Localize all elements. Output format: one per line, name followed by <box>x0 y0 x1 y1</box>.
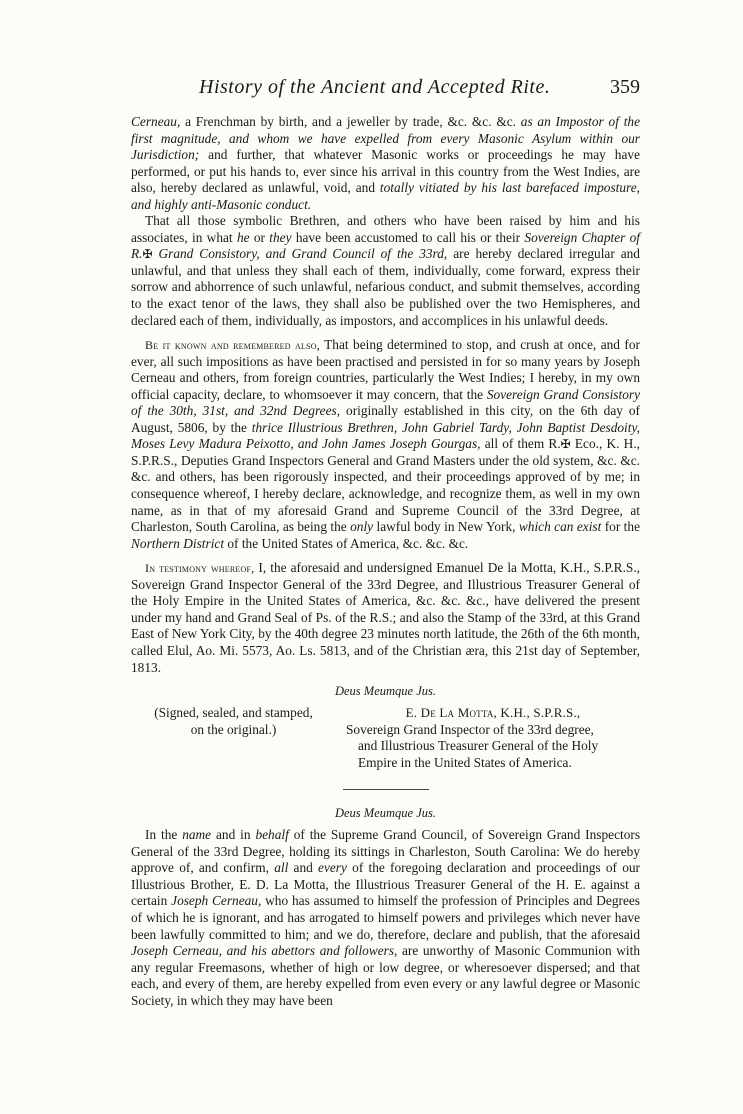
text-span: Grand Consistory, and Grand Council of the 33rd, <box>152 246 448 262</box>
signature-block <box>131 705 640 771</box>
signatory-title-line: Empire in the United States of America. <box>358 754 572 770</box>
text-span: thrice Illustrious Brethren, John Gabriel Tardy, John Baptist Desdoity, Moses Levy Madura Peixotto, and John James Joseph Gourgas, <box>131 419 640 452</box>
signatory-name: E. De La Motta, K.H., S.P.R.S., <box>405 705 581 721</box>
text-span: of the Supreme Grand Council, of Sovereign Grand Inspectors General of the 33rd Degree, holding its sittings in Charleston, South Carolina: We do hereby approve of, and confirm, <box>131 827 641 876</box>
text-span: Cerneau, <box>131 114 181 129</box>
text-span: only <box>350 519 374 535</box>
text-span: Eco., K. H., S.P.R.S., Deputies Grand Inspectors General and Grand Masters under the old system, &c. &c. &c. and others, has been rigorously inspected, and their proceedings approved of by me; in consequence whereof, I hereby declare, acknowledge, and recognize them, as well in my own name, as in that of my aforesaid Grand and Supreme Council of the 33rd Degree, at Charleston, South Carolina, as being the <box>131 436 640 535</box>
text-span: and <box>288 860 319 876</box>
text-span: I, the aforesaid and undersigned Emanuel De la Motta, K.H., S.P.R.S., Sovereign Grand Inspector General of the 33rd Degree, and Illustrious Treasurer General of the Holy Empire in the United States of America, &c. &c. &c., have delivered the present under my hand and Grand Seal of Ps. of the R.S.; and also the Stamp of the 33rd, at this Grand East of New York City, by the 40th degree 23 minutes north latitude, the 26th of the 6th month, called Elul, Ao. Mi. 5573, Ao. Ls. 5813, and of the Christian æra, this 21st day of September, 1813. <box>131 560 640 675</box>
text-span: behalf <box>255 827 289 843</box>
page-header <box>131 76 640 114</box>
paragraph-supreme-council <box>131 827 640 1009</box>
text-span: which can exist <box>518 519 602 535</box>
text-span: every <box>318 860 347 876</box>
text-span: totally vitiated by his last barefaced imposture, and highly anti-Masonic conduct. <box>131 180 640 212</box>
text-span: Sovereign Chapter of R. <box>131 229 640 262</box>
text-span: a Frenchman by birth, and a jeweller by trade, &c. &c. &c. <box>180 114 521 129</box>
text-span: and in <box>211 827 256 843</box>
lead-small-caps: In testimony whereof, <box>145 561 255 576</box>
text-span: who has assumed to himself the profession of Principles and Degrees of which he is ignorant, and has arrogated to himself powers and privileges which never have been lawfully committed to him; and we do, therefore, declare and publish, that the aforesaid <box>131 893 640 942</box>
text-span: name <box>182 827 212 843</box>
section-divider <box>343 789 429 790</box>
text-span: they <box>269 229 292 245</box>
text-span: In the <box>145 827 183 843</box>
text-span: he <box>236 229 250 245</box>
paragraph-symbolic-brethren <box>131 213 640 329</box>
text-span: all of them R. <box>480 436 561 452</box>
text-span: have been accustomed to call his or their <box>291 229 525 245</box>
signatory <box>336 705 640 771</box>
running-title: History of the Ancient and Accepted Rite. <box>199 76 551 98</box>
text-span: Sovereign Grand Consistory of the 30th, 31st, and 32nd Degrees, <box>131 386 640 419</box>
signatory-title-line: and Illustrious Treasurer General of the Holy <box>358 738 599 754</box>
lead-small-caps: Be it known and remembered also, <box>145 338 320 353</box>
motto: Deus Meumque Jus. <box>334 806 436 821</box>
text-span: for the <box>601 519 640 535</box>
signature-note-line: (Signed, sealed, and stamped, <box>154 705 313 721</box>
paragraph-testimony <box>131 560 640 676</box>
cross-symbol-icon: ✠ <box>560 437 571 452</box>
text-span: That being determined to stop, and crush at once, and for ever, all such impositions as have been practised and persisted in for so many years by Joseph Cerneau and others, from foreign countries, particularly the West Indies; I hereby, in my own official capacity, declare, to whomsoever it may concern, that the <box>131 337 640 402</box>
text-span: are unworthy of Masonic Communion with any regular Freemasons, whether of high or low degree, or wheresoever dispersed; and that each, and every of them, are hereby expelled from even every or any lawful degree or Masonic Society, in which they may have been <box>131 943 640 1008</box>
text-span: Joseph Cerneau, and his abettors and followers, <box>131 943 398 959</box>
page-number: 359 <box>610 76 640 98</box>
paragraph-expulsion <box>131 114 640 213</box>
text-span: are hereby declared irregular and unlawful, and that unless they shall each of them, individually, come forward, express their sorrow and abhorrence of such unlawful, nefarious conduct, and submit themselves, according to the exact tenor of the laws, they shall also be published over the two Hemispheres, and declared each of them, individually, as impostors, and accomplices in his unlawful deeds. <box>131 246 640 328</box>
text-span: and further, that whatever Masonic works or proceedings he may have performed, or put his hands to, ever since his arrival in this country from the West Indies, are also, hereby declared as unlawful, void, and <box>131 147 640 196</box>
text-span: originally established in this city, on the 6th day of August, 5806, by the <box>131 403 641 435</box>
motto: Deus Meumque Jus. <box>334 684 436 699</box>
text-span: lawful body in New York, <box>373 519 519 535</box>
text-span: all <box>274 860 289 876</box>
cross-symbol-icon: ✠ <box>142 247 153 262</box>
text-span: That all those symbolic Brethren, and others who have been raised by him and his associates, in what <box>131 213 640 245</box>
signature-note <box>131 705 336 771</box>
text-span: of the United States of America, &c. &c. &c. <box>224 535 469 551</box>
text-span: as an Impostor of the first magnitude, and whom we have expelled from every Masonic Asylum within our Jurisdiction; <box>131 114 641 163</box>
text-span: or <box>249 229 270 245</box>
text-span: of the foregoing declaration and proceedings of our Illustrious Brother, E. D. La Motta, the Illustrious Treasurer General of the H. E. against a certain <box>131 860 640 909</box>
text-span: Northern District <box>131 535 225 551</box>
paragraph-be-it-known <box>131 337 640 552</box>
text-span: Joseph Cerneau, <box>171 893 262 909</box>
signature-note-line: on the original.) <box>190 721 277 737</box>
signatory-title-line: Sovereign Grand Inspector of the 33rd degree, <box>346 721 594 737</box>
